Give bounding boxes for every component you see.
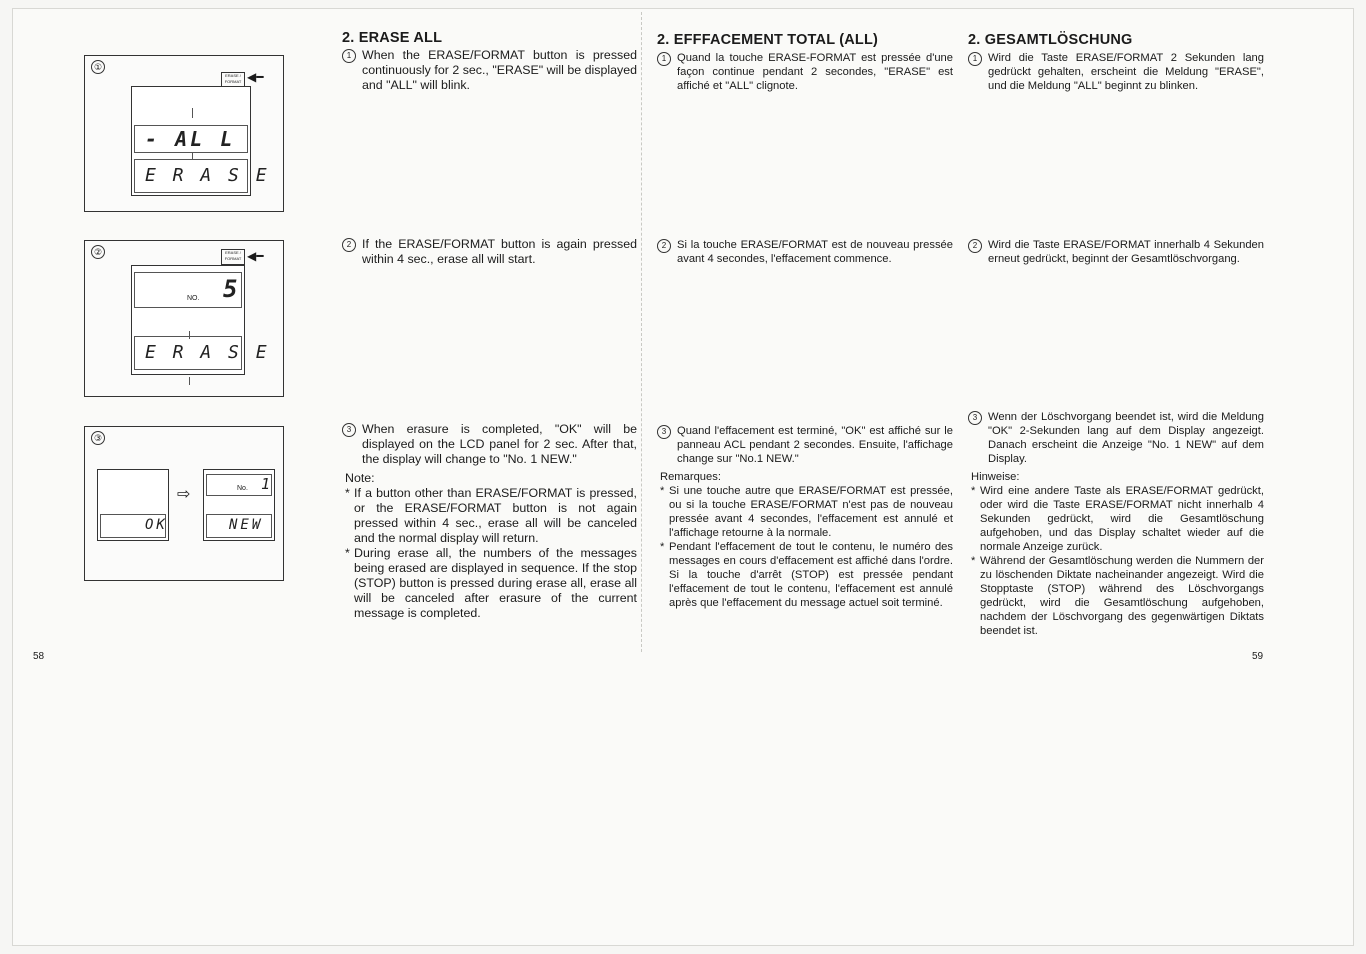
step-number: 1 — [968, 52, 982, 66]
step-text: Si la touche ERASE/FORMAT est de nouveau pressée avant 4 secondes, l'effacement commence. — [677, 239, 953, 265]
figure-number: ③ — [91, 431, 105, 445]
lcd-panel-ok — [97, 469, 169, 541]
step-2-fr — [657, 238, 953, 266]
note-en: * If a button other than ERASE/FORMAT is pressed, or the ERASE/FORMAT button is not again pressed within 4 sec., erase all will be canceled and the normal display will return. — [345, 486, 637, 545]
lcd-panel — [131, 265, 270, 375]
heading-german: 2. GESAMTLÖSCHUNG — [968, 32, 1133, 48]
step-3-fr — [657, 424, 953, 466]
step-text: Wenn der Löschvorgang beendet ist, wird die Meldung "OK" 2-Sekunden lang auf dem Display angezeigt. Danach erscheint die Anzeige "No. 1 NEW" auf dem Display. — [988, 411, 1264, 465]
note-de: * Wird eine andere Taste als ERASE/FORMAT gedrückt, oder wird die Taste ERASE/FORMAT nicht innerhalb 4 Sekunden gedrückt, wird die Gesamtlöschung aufgehoben, und das Display schaltet wieder auf die normale Anzeige zurück. — [971, 485, 1264, 553]
heading-english: 2. ERASE ALL — [342, 30, 443, 46]
lcd-panel-new — [203, 469, 275, 541]
column-english — [342, 31, 637, 621]
arrow-left-icon: ◀━ — [247, 249, 264, 263]
lcd-no-label: No. — [237, 485, 248, 492]
lcd-text-ok: OK — [145, 517, 168, 533]
figure-3 — [84, 426, 284, 581]
lcd-number: 1 — [261, 475, 274, 493]
step-number: 2 — [968, 239, 982, 253]
blink-mark — [192, 152, 193, 160]
erase-format-button-label: ERASE / FORMAT — [221, 249, 245, 265]
note-fr: * Si une touche autre que ERASE/FORMAT est pressée, ou si la touche ERASE/FORMAT n'est pas de nouveau pressée avant 4 secondes, l'effacement est annulé et l'affichage retourne à la normale. — [660, 485, 953, 539]
lcd-row-bottom — [134, 159, 270, 193]
step-2-de — [968, 238, 1264, 266]
lcd-text-erase: E R A S E — [145, 165, 270, 186]
lcd-row-top — [134, 125, 248, 153]
column-german — [968, 33, 1264, 638]
step-text: If the ERASE/FORMAT button is again pressed within 4 sec., erase all will start. — [362, 237, 637, 266]
page-number-left: 58 — [33, 651, 45, 662]
column-french — [657, 33, 953, 610]
step-3-en — [342, 422, 637, 467]
figure-number: ② — [91, 245, 105, 259]
step-text: Quand l'effacement est terminé, "OK" est affiché sur le panneau ACL pendant 2 secondes. Ensuite, l'affichage change sur "No.1 NEW." — [677, 425, 953, 465]
step-number: 2 — [657, 239, 671, 253]
step-number: 1 — [657, 52, 671, 66]
figure-2 — [84, 240, 284, 397]
step-2-en — [342, 237, 637, 267]
lcd-no-label: NO. — [187, 295, 200, 302]
blink-mark — [192, 108, 193, 118]
lcd-row-top — [206, 474, 272, 496]
page-number-right: 59 — [1252, 651, 1264, 662]
step-text: Wird die Taste ERASE/FORMAT 2 Sekunden lang gedrückt gehalten, erscheint die Meldung "ERASE", und die Meldung "ALL" beginnt zu blinken. — [988, 52, 1264, 92]
step-number: 3 — [657, 425, 671, 439]
step-number: 3 — [968, 411, 982, 425]
step-text: When erasure is completed, "OK" will be displayed on the LCD panel for 2 sec. After that, the display will change to "No. 1 NEW." — [362, 422, 637, 466]
step-text: When the ERASE/FORMAT button is pressed continuously for 2 sec., "ERASE" will be displayed and "ALL" will blink. — [362, 48, 637, 92]
arrow-left-icon: ◀━ — [247, 70, 264, 84]
lcd-row-bottom — [206, 514, 272, 538]
lcd-text-all: - AL L — [145, 127, 236, 151]
lcd-number: 5 — [223, 275, 241, 303]
erase-format-button-label: ERASE / FORMAT — [221, 72, 245, 88]
lcd-row-top — [134, 272, 242, 308]
note-label-de: Hinweise: — [971, 471, 1020, 483]
step-1-fr — [657, 51, 953, 93]
step-number: 1 — [342, 49, 356, 63]
lcd-text-erase: E R A S E — [145, 342, 270, 363]
blink-mark — [189, 331, 190, 339]
arrow-right-icon: ⇨ — [177, 486, 191, 503]
step-3-de — [968, 410, 1264, 466]
step-number: 3 — [342, 423, 356, 437]
note-label-fr: Remarques: — [660, 471, 721, 483]
heading-french: 2. EFFFACEMENT TOTAL (ALL) — [657, 32, 879, 48]
step-number: 2 — [342, 238, 356, 252]
note-en: * During erase all, the numbers of the messages being erased are displayed in sequence. If the stop (STOP) button is pressed during erase all, erase all will be canceled after erasure of the current message is completed. — [345, 546, 637, 620]
blink-mark — [189, 377, 190, 385]
note-de: * Während der Gesamtlöschung werden die Nummern der zu löschenden Diktate nacheinander angezeigt. Wird die Stopptaste (STOP) während des Löschvorgangs gedrückt, wird die Gesamtlöschung aufgehoben, nachdem der Löschvorgang des gegenwärtigen Diktats beendet ist. — [971, 555, 1264, 637]
note-fr: * Pendant l'effacement de tout le contenu, le numéro des messages en cours d'effacement est affiché dans l'ordre. Si la touche d'arrêt (STOP) est pressée pendant l'effacement de tout le contenu, l'effacement est annulé après que l'effacement du message actuel soit terminé. — [660, 541, 953, 609]
lcd-row-bottom — [100, 514, 166, 538]
figure-1 — [84, 55, 284, 212]
step-text: Quand la touche ERASE-FORMAT est pressée d'une façon continue pendant 2 secondes, "ERASE" est affiché et "ALL" clignote. — [677, 52, 953, 92]
lcd-row-bottom — [134, 336, 270, 370]
figure-number: ① — [91, 60, 105, 74]
step-1-de — [968, 51, 1264, 93]
step-text: Wird die Taste ERASE/FORMAT innerhalb 4 Sekunden erneut gedrückt, beginnt der Gesamtlöschvorgang. — [988, 239, 1264, 265]
note-label-en: Note: — [345, 471, 375, 485]
step-1-en — [342, 48, 637, 93]
lcd-text-new: NEW — [229, 517, 264, 533]
lcd-panel — [131, 86, 270, 196]
page-divider — [641, 12, 642, 652]
